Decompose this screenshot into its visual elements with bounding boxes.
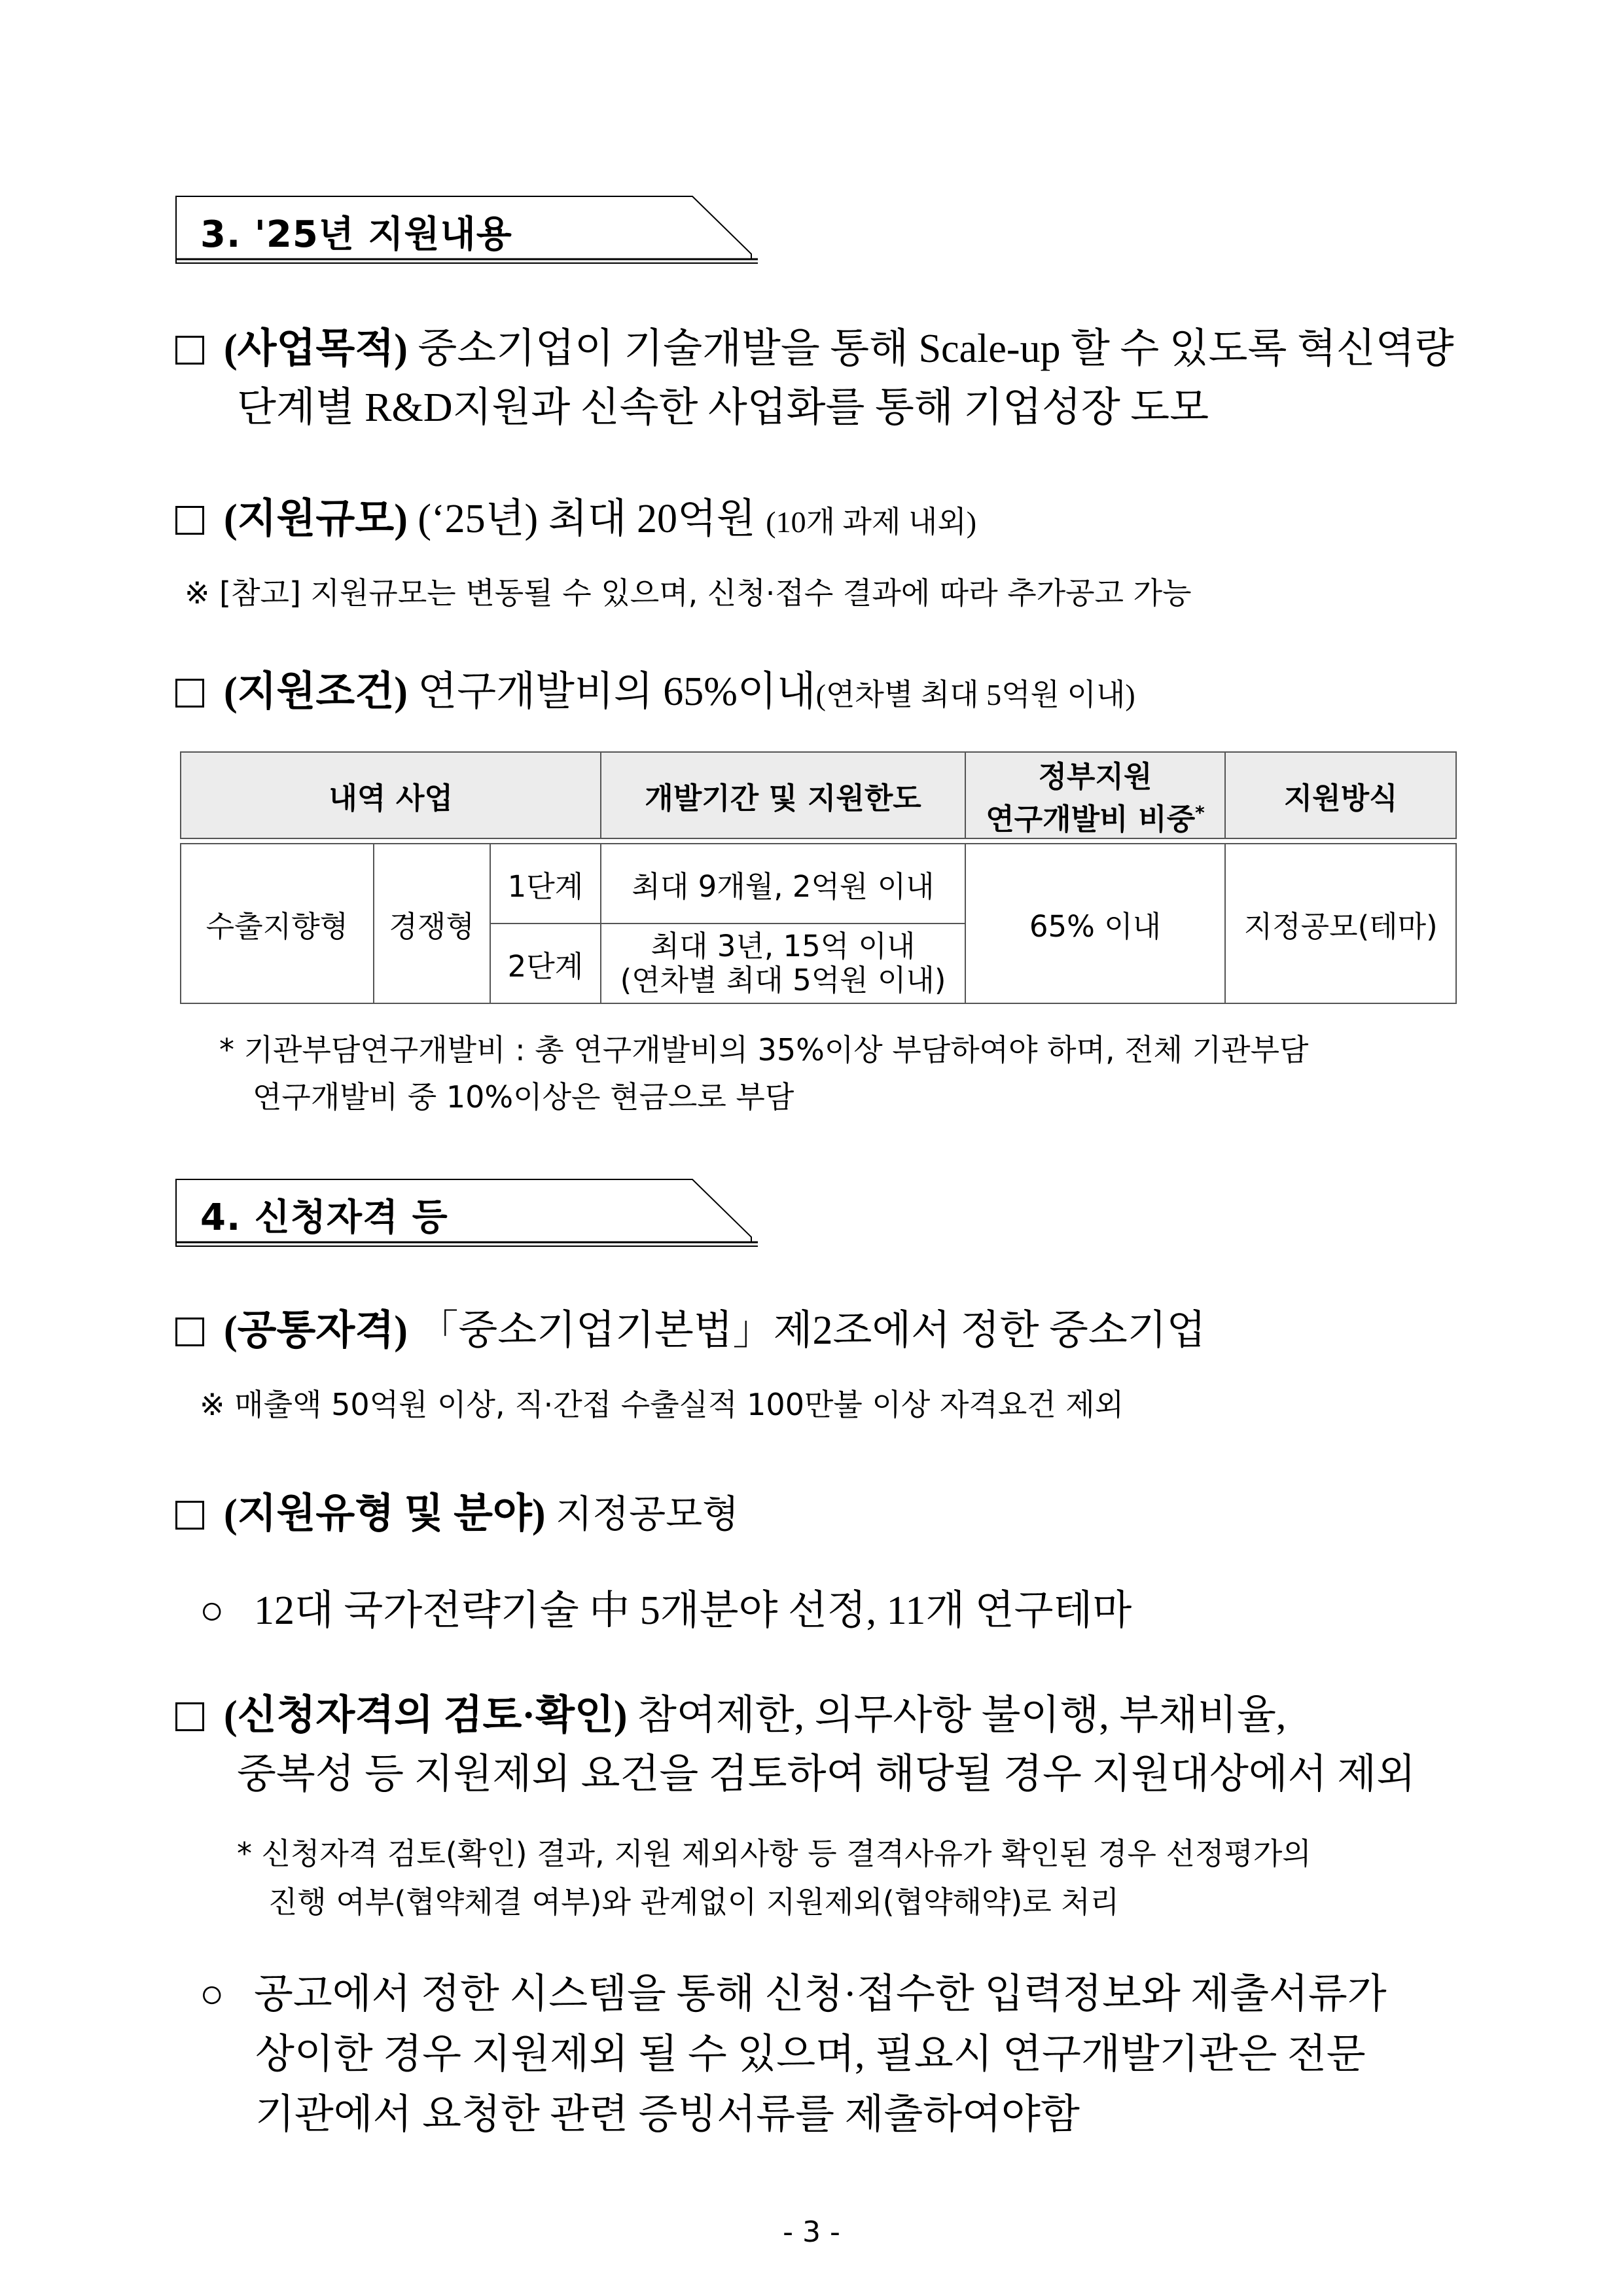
section-4-title: 4. 신청자격 등	[200, 1196, 448, 1239]
cell-stage1-limit: 최대 9개월, 2억원 이내	[601, 844, 965, 924]
type-sub-text: 12대 국가전략기술 中 5개분야 선정, 11개 연구테마	[253, 1588, 1132, 1633]
cell-stage1: 1단계	[490, 844, 601, 924]
page-number: - 3 -	[783, 2215, 840, 2249]
section-3-title: 3. '25년 지원내용	[200, 213, 512, 256]
system-line-1	[200, 1967, 1387, 2021]
header-period-limit: 개발기간 및 지원한도	[601, 752, 965, 838]
system-line-2: 상이한 경우 지원제외 될 수 있으며, 필요시 연구개발기관은 전문	[255, 2032, 1366, 2077]
header-gov-ratio-line1: 정부지원	[1038, 759, 1152, 794]
condition-text: 연구개발비의 65%이내	[418, 670, 816, 714]
review-label: (신청자격의 검토·확인)	[224, 1693, 628, 1738]
checkbox-square-icon	[175, 1501, 204, 1530]
common-label: (공통자격)	[224, 1308, 408, 1353]
scale-small: (10개 과제 내외)	[766, 505, 977, 539]
scale-label: (지원규모)	[224, 497, 408, 541]
section-4-header	[175, 1173, 758, 1257]
header-gov-ratio	[965, 752, 1226, 838]
cell-subtype: 경쟁형	[374, 844, 490, 1003]
table-row	[181, 844, 1456, 924]
header-footnote-mark: *	[1195, 802, 1205, 823]
review-note-2: 진행 여부(협약체결 여부)와 관계없이 지원제외(협약해약)로 처리	[268, 1884, 1120, 1920]
review-text: 참여제한, 의무사항 불이행, 부채비율,	[637, 1693, 1287, 1738]
cell-method: 지정공모(테마)	[1225, 844, 1456, 1003]
condition-line	[175, 665, 1135, 722]
support-table	[180, 751, 1457, 1004]
condition-label: (지원조건)	[224, 670, 408, 714]
condition-small: (연차별 최대 5억원 이내)	[815, 678, 1135, 711]
circle-bullet-icon: ○	[200, 1972, 224, 2017]
header-project: 내역 사업	[181, 752, 601, 838]
review-note-1: * 신청자격 검토(확인) 결과, 지원 제외사항 등 결격사유가 확인된 경우 선정평가의	[237, 1836, 1311, 1871]
cell-stage2: 2단계	[490, 924, 601, 1003]
purpose-line-1	[175, 322, 1454, 376]
checkbox-square-icon	[175, 506, 204, 535]
cell-type: 수출지향형	[181, 844, 374, 1003]
system-line-3: 기관에서 요청한 관련 증빙서류를 제출하여야함	[255, 2092, 1080, 2137]
review-line-2: 중복성 등 지원제외 요건을 검토하여 해당될 경우 지원대상에서 제외	[237, 1752, 1416, 1797]
scale-note: ※ [참고] 지원규모는 변동될 수 있으며, 신청·접수 결과에 따라 추가공고 가능	[185, 575, 1192, 611]
checkbox-square-icon	[175, 1318, 204, 1346]
header-gov-ratio-line2: 연구개발비 비중	[986, 802, 1196, 836]
cell-stage2-limit-line1: 최대 3년, 15억 이내	[651, 929, 916, 963]
table-header-row	[181, 752, 1456, 838]
type-line	[175, 1487, 739, 1541]
common-line	[175, 1304, 1206, 1357]
checkbox-square-icon	[175, 336, 204, 365]
section-3-header	[175, 190, 758, 274]
cell-ratio: 65% 이내	[965, 844, 1226, 1003]
checkbox-square-icon	[175, 1702, 204, 1731]
cell-stage2-limit	[601, 924, 965, 1003]
table-note-2: 연구개발비 중 10%이상은 현금으로 부담	[253, 1079, 794, 1115]
circle-bullet-icon: ○	[200, 1588, 224, 1633]
system-text-1: 공고에서 정한 시스템을 통해 신청·접수한 입력정보와 제출서류가	[253, 1972, 1387, 2017]
table-note-1: * 기관부담연구개발비 : 총 연구개발비의 35%이상 부담하여야 하며, 전체 기관부담	[219, 1032, 1309, 1067]
header-method: 지원방식	[1225, 752, 1456, 838]
purpose-label: (사업목적)	[224, 327, 408, 371]
cell-stage2-limit-line2: (연차별 최대 5억원 이내)	[620, 963, 946, 997]
type-label: (지원유형 및 분야)	[224, 1492, 546, 1536]
checkbox-square-icon	[175, 679, 204, 708]
common-note: ※ 매출액 50억원 이상, 직·간접 수출실적 100만불 이상 자격요건 제외	[200, 1387, 1124, 1422]
scale-line	[175, 492, 976, 549]
purpose-line-2: 단계별 R&D지원과 신속한 사업화를 통해 기업성장 도모	[237, 386, 1209, 430]
type-text: 지정공모형	[556, 1492, 740, 1536]
common-text: 「중소기업기본법」제2조에서 정한 중소기업	[418, 1308, 1206, 1353]
scale-text: (‘25년) 최대 20억원	[418, 497, 756, 541]
type-sub-line	[200, 1584, 1132, 1638]
review-line-1	[175, 1689, 1286, 1742]
purpose-text: 중소기업이 기술개발을 통해 Scale-up 할 수 있도록 혁신역량	[418, 327, 1454, 371]
